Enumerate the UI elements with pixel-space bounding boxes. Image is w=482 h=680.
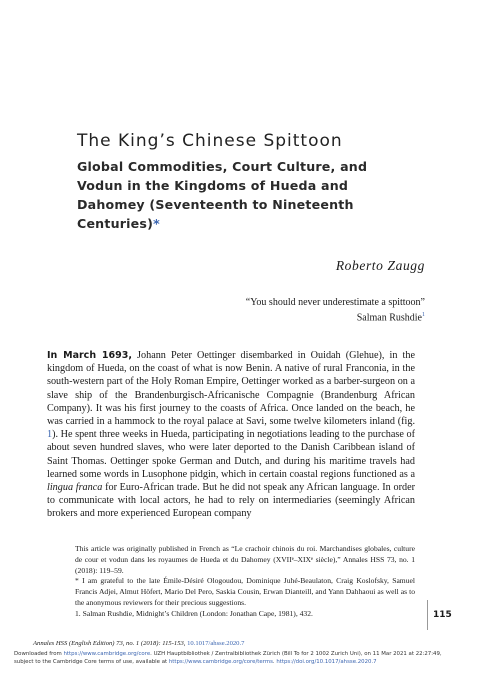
download-notice xyxy=(14,650,474,666)
subtitle-text: Global Commodities, Court Culture, and Vodun in the Kingdoms of Hueda and Dahomey (Seventeenth to Nineteenth Centuries) xyxy=(77,159,368,231)
epigraph-quote: “You should never underestimate a spittoon” xyxy=(245,297,425,308)
doi-link[interactable]: https://doi.org/10.1017/ahsse.2020.7 xyxy=(276,659,377,665)
acknowledgment-footnote-marker[interactable]: * xyxy=(153,216,160,231)
page-number: 115 xyxy=(433,610,452,620)
body-text-part3: for Euro-African trade. But he did not speak any African language. In order to communicate with local actors, he had to rely on intermediaries (seemingly African brokers and more experienced European company xyxy=(47,482,415,520)
terms-prefix: subject to the Cambridge Core terms of use, available at xyxy=(14,659,169,665)
figure-reference-link[interactable]: 1 xyxy=(47,429,53,441)
download-details: . UZH Hauptbibliothek / Zentralbibliothek Zürich (Bill To for 2 1002 Zurich Uni), on 11 Mar 2021 at 22:27:49, xyxy=(150,651,442,657)
epigraph xyxy=(246,296,425,324)
epigraph-author: Salman Rushdie xyxy=(356,312,422,324)
paragraph-lead: In March 1693, xyxy=(47,350,132,361)
journal-doi-link[interactable]: 10.1017/ahsse.2020.7 xyxy=(187,640,245,647)
article-title: The King’s Chinese Spittoon xyxy=(77,131,343,151)
epigraph-note-ref[interactable]: 1 xyxy=(422,312,425,318)
journal-citation-text: Annales HSS (English Edition) 73, no. 1 (2018): 115-153, xyxy=(33,640,188,647)
footnote-original-publication: This article was originally published in French as “Le crachoir chinois du roi. Marchandises globales, culture de cour et vodun dans les royaumes de Hueda et du Dahomey (XVIIᵉ–XIXᵉ siècle),” Annales HSS 73, no. 1 (2018): 119–59. xyxy=(75,544,415,575)
body-paragraph xyxy=(47,349,415,521)
body-text-part1: Johann Peter Oettinger disembarked in Ouidah (Glehue), in the kingdom of Hueda, on the coast of what is now Benin. A native of rural Franconia, in the south-western part of the Holy Roman Empire, Oettinger worked as a barber-surgeon on a slave ship of the Brandenburgisch-Africanische Compagnie (Brandenburg African Company). It was his first journey to the coasts of Africa. Once landed on the beach, he was carried in a hammock to the royal palace at Savi, some twelve kilometers inland (fig. xyxy=(47,350,415,428)
body-text-part2: ). He spent three weeks in Hueda, participating in negotiations leading to the purchase of about seven hundred slaves, who were later deported to the Danish Caribbean island of Saint Thomas. Oettinger spoke German and Dutch, and during his maritime travels had learned some words in Lusophone pidgin, which in certain coastal regions functioned as a xyxy=(47,429,415,480)
terms-link[interactable]: https://www.cambridge.org/core/terms xyxy=(168,659,273,665)
download-line-1 xyxy=(14,650,474,658)
footnote-1: 1. Salman Rushdie, Midnight’s Children (London: Jonathan Cape, 1981), 432. xyxy=(75,608,313,618)
epigraph-source xyxy=(246,309,425,324)
author-name: Roberto Zaugg xyxy=(335,258,425,273)
footnote-acknowledgments: * I am grateful to the late Émile-Désiré Ologoudou, Dominique Juhé-Beaulaton, Craig Koslofsky, Samuel Francis Adjei, Almut Höfert, Mario Del Pero, Saskia Cousin, Erwan Dianteill, and Yann Dahhaoui as well as to the anonymous reviewers for their precious suggestions. xyxy=(75,576,415,607)
journal-citation xyxy=(33,640,244,647)
footnotes-block xyxy=(75,544,415,620)
cambridge-core-link[interactable]: https://www.cambridge.org/core xyxy=(63,651,151,657)
terms-sep: . xyxy=(272,659,277,665)
body-italic-term: lingua franca xyxy=(47,482,103,494)
download-prefix: Downloaded from xyxy=(14,651,64,657)
download-line-2 xyxy=(14,658,474,666)
article-subtitle xyxy=(77,157,417,233)
page-number-rule xyxy=(427,600,428,630)
